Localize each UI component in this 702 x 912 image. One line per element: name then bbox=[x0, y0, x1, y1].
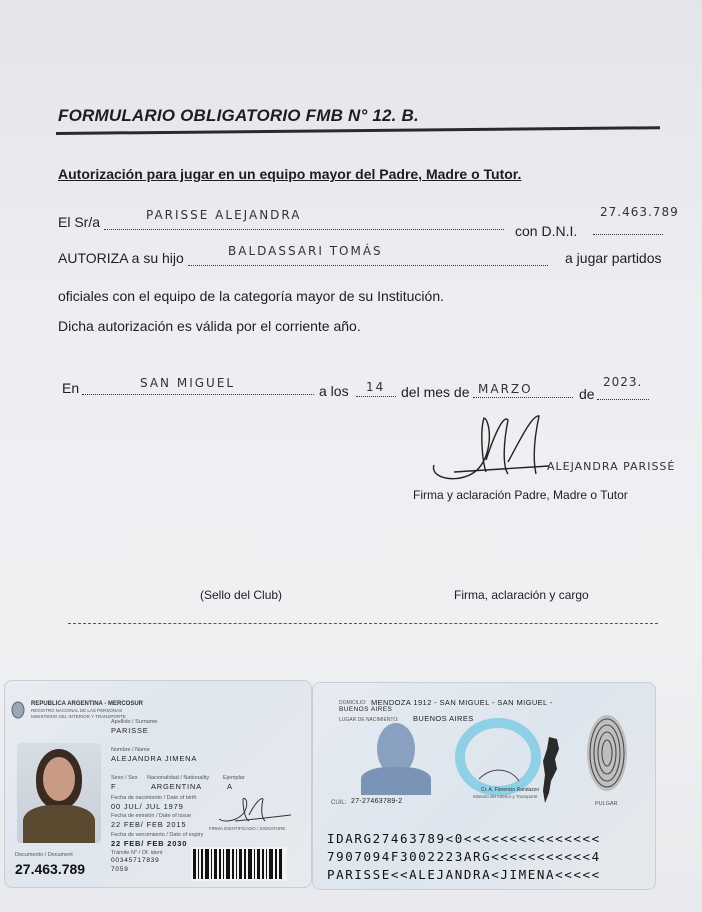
signature-caption: Firma y aclaración Padre, Madre o Tutor bbox=[413, 488, 628, 502]
tramite-value: 00345717839 bbox=[111, 857, 160, 864]
seal-icon bbox=[453, 717, 543, 797]
id-card-front bbox=[4, 680, 312, 888]
birthplace-label: LUGAR DE NACIMIENTO: bbox=[339, 717, 399, 723]
official-title: Ministro del Interior y Transporte bbox=[473, 794, 538, 799]
nationality-value: ARGENTINA bbox=[151, 782, 202, 791]
place-label: En bbox=[62, 380, 80, 396]
argentina-map-icon bbox=[539, 735, 565, 805]
name-label: Nombre / Name bbox=[111, 747, 150, 753]
issue-label: Fecha de emisión / Date of issue bbox=[111, 813, 192, 819]
birth-value: 00 JUL/ JUL 1979 bbox=[111, 802, 184, 811]
issue-value: 22 FEB/ FEB 2015 bbox=[111, 820, 187, 829]
form-title: FORMULARIO OBLIGATORIO FMB N° 12. B. bbox=[58, 106, 419, 125]
document-number: 27.463.789 bbox=[15, 861, 86, 877]
domicile-value-2: BUENOS AIRES bbox=[339, 706, 393, 713]
domicile-label: DOMICILIO: bbox=[339, 700, 367, 706]
mrz-line-3: PARISSE<<ALEJANDRA<JIMENA<<<<< bbox=[327, 867, 601, 882]
id-card-back bbox=[312, 682, 656, 890]
year-field bbox=[597, 399, 649, 400]
guardian-name-value: PARISSE ALEJANDRA bbox=[146, 208, 302, 222]
fingerprint-icon bbox=[583, 711, 631, 795]
signature-graphic bbox=[424, 410, 554, 490]
coat-of-arms-icon bbox=[11, 701, 25, 719]
year-label: de bbox=[579, 386, 595, 402]
nationality-label: Nacionalidad / Nationality bbox=[147, 775, 210, 781]
name-value: ALEJANDRA JIMENA bbox=[111, 754, 198, 763]
id-signature-graphic bbox=[215, 793, 295, 827]
form-subtitle: Autorización para jugar en un equipo mayor del Padre, Madre o Tutor. bbox=[58, 166, 522, 182]
surname-label: Apellido / Surname bbox=[111, 719, 158, 725]
guardian-label: El Sr/a bbox=[58, 214, 101, 230]
day-label: a los bbox=[319, 383, 349, 399]
domicile-value: MENDOZA 1912 - SAN MIGUEL - SAN MIGUEL - bbox=[371, 698, 553, 707]
id-photo bbox=[17, 743, 101, 843]
expiry-value: 22 FEB/ FEB 2030 bbox=[111, 839, 188, 848]
day-field bbox=[356, 396, 396, 397]
cuil-label: CUIL: bbox=[331, 800, 347, 806]
thumb-label: PULGAR bbox=[595, 801, 618, 807]
barcode-icon bbox=[191, 847, 287, 881]
mrz-line-1: IDARG27463789<0<<<<<<<<<<<<<<< bbox=[327, 831, 601, 846]
cuil-value: 27-27463789-2 bbox=[351, 798, 403, 805]
club-separator bbox=[68, 623, 658, 624]
month-label: del mes de bbox=[401, 384, 470, 400]
tramite-value-2: 7059 bbox=[111, 866, 129, 873]
ghost-photo bbox=[359, 721, 433, 795]
place-value: SAN MIGUEL bbox=[140, 376, 236, 390]
tramite-label: Trámite N° / Of. ident bbox=[111, 850, 163, 856]
copy-value: A bbox=[227, 782, 233, 791]
sex-label: Sexo / Sex bbox=[111, 775, 138, 781]
signature-name: ALEJANDRA PARISSÉ bbox=[547, 460, 676, 473]
year-value: 2023. bbox=[603, 375, 643, 389]
club-seal-label: (Sello del Club) bbox=[200, 588, 283, 602]
dni-value: 27.463.789 bbox=[600, 205, 679, 219]
day-value: 14 bbox=[366, 380, 386, 394]
dni-label: con D.N.I. bbox=[515, 223, 578, 239]
id-header-3: MINISTERIO DEL INTERIOR Y TRANSPORTE bbox=[31, 714, 126, 719]
birth-label: Fecha de nacimiento / Date of birth bbox=[111, 795, 197, 801]
id-signature-label: FIRMA IDENTIFICADO / SIGNATURE bbox=[209, 826, 286, 831]
place-field bbox=[82, 394, 314, 395]
document-label: Documento / Document bbox=[15, 852, 73, 858]
expiry-label: Fecha de vencimiento / Date of expiry bbox=[111, 832, 204, 838]
copy-label: Ejemplar bbox=[223, 775, 245, 781]
club-signature-label: Firma, aclaración y cargo bbox=[454, 588, 589, 602]
id-header-2: REGISTRO NACIONAL DE LAS PERSONAS bbox=[31, 708, 123, 713]
mrz-line-2: 7907094F3002223ARG<<<<<<<<<<<4 bbox=[327, 849, 601, 864]
child-name-value: BALDASSARI TOMÁS bbox=[228, 244, 383, 258]
official-name: Cr. A. Florencio Randazzo bbox=[481, 787, 540, 793]
month-field bbox=[473, 397, 573, 398]
child-tail: a jugar partidos bbox=[565, 250, 662, 266]
dni-field bbox=[593, 234, 663, 235]
surname-value: PARISSE bbox=[111, 726, 149, 735]
id-header-1: REPUBLICA ARGENTINA - MERCOSUR bbox=[31, 701, 143, 707]
child-label: AUTORIZA a su hijo bbox=[58, 250, 184, 266]
text-line-3: oficiales con el equipo de la categoría mayor de su Institución. bbox=[58, 288, 445, 304]
month-value: MARZO bbox=[478, 382, 533, 396]
sex-value: F bbox=[111, 782, 117, 791]
title-underline bbox=[56, 126, 660, 135]
text-line-4: Dicha autorización es válida por el corriente año. bbox=[58, 318, 361, 334]
birthplace-value: BUENOS AIRES bbox=[413, 714, 474, 723]
